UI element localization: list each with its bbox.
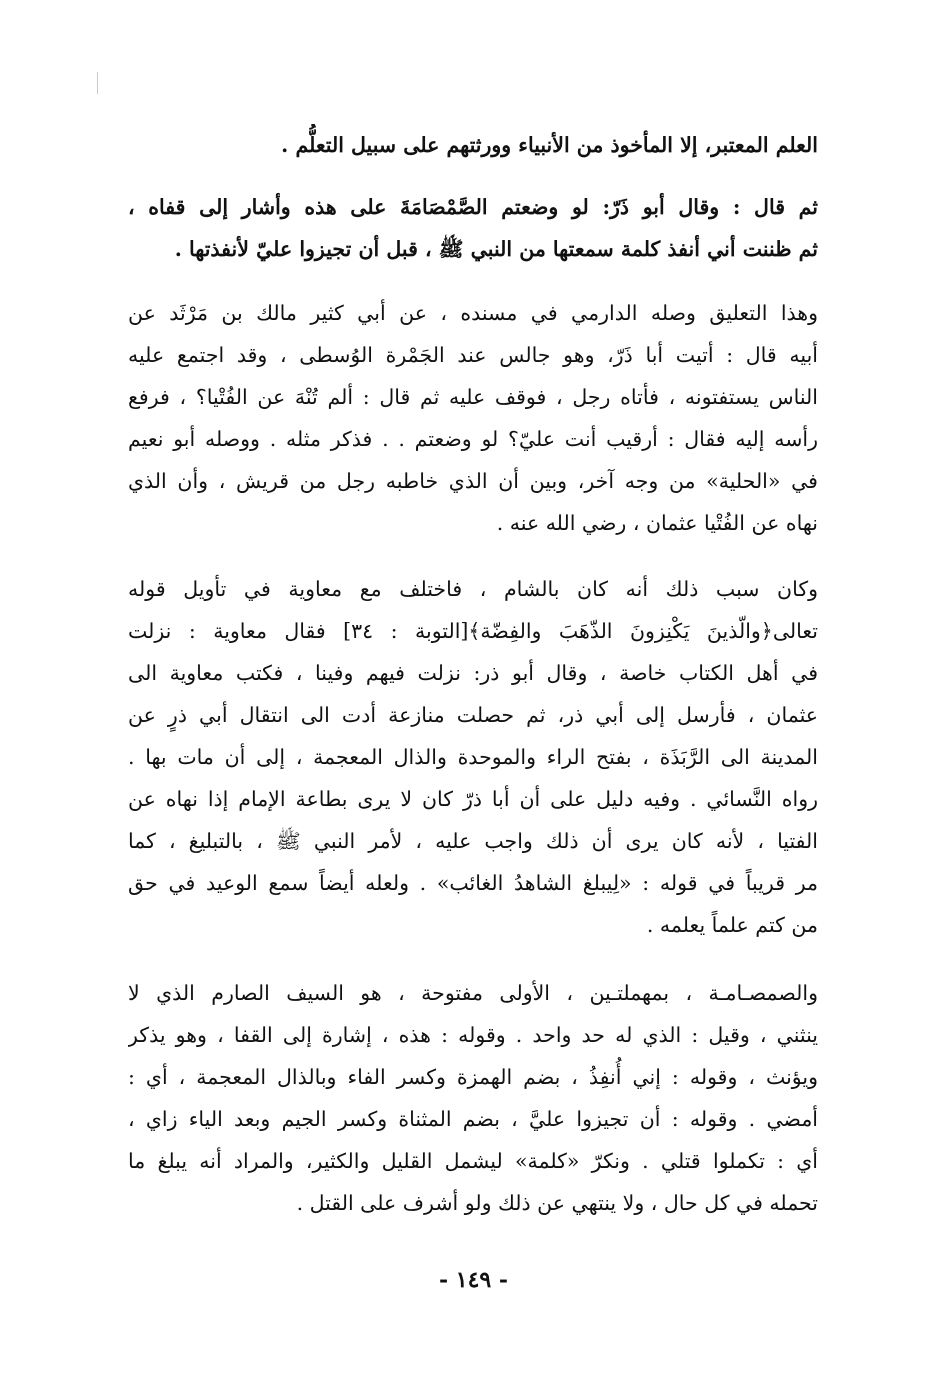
text-line: العلم المعتبر، إلا المأخوذ من الأنبياء وورثتهم على سبيل التعلُّم . [281,133,818,157]
text-line: والصمصـامـة ، بمهملتـين ، الأولى مفتوحة ، هو السيف الصارم الذي لا [128,981,818,1005]
text-line: ينثني ، وقيل : الذي له حد واحد . وقوله : هذه ، إشارة إلى القفا ، وهو يذكر [128,1023,818,1047]
text-line: أبيه قال : أتيت أبا ذَرّ، وهو جالس عند الجَمْرة الوُسطى ، وقد اجتمع عليه [128,343,818,367]
text-line: رأسه إليه فقال : أرقيب أنت عليّ؟ لو وضعتم . . فذكر مثله . ووصله أبو نعيم [128,427,818,451]
text-line: الفتيا ، لأنه كان يرى أن ذلك واجب عليه ، لأمر النبي ﷺ ، بالتبليغ ، كما [128,829,818,853]
paragraph-abu-dharr [128,186,818,270]
text-line: وهذا التعليق وصله الدارمي في مسنده ، عن أبي كثير مالك بن مَرْثَد عن [128,301,818,325]
paragraph-sabab [128,568,818,946]
text-line: أي : تكملوا قتلي . ونكرّ «كلمة» ليشمل القليل والكثير، والمراد أنه يبلغ ما [128,1149,818,1173]
paragraph-intro [128,124,818,166]
text-line: تحمله في كل حال ، ولا ينتهي عن ذلك ولو أشرف على القتل . [296,1191,818,1215]
text-line: ويؤنث ، وقوله : إني أُنفِذُ ، بضم الهمزة وكسر الفاء وبالذال المعجمة ، أي : [128,1065,818,1089]
text-line: من كتم علماً يعلمه . [646,913,818,937]
text-line: في أهل الكتاب خاصة ، وقال أبو ذر: نزلت فيهم وفينا ، فكتب معاوية الى [128,661,818,685]
paragraph-samsama [128,972,818,1224]
text-line: ثم ظننت أني أنفذ كلمة سمعتها من النبي ﷺ ، قبل أن تجيزوا عليّ لأنفذتها . [174,237,818,261]
text-line: ثم قال : وقال أبو ذَرّ: لو وضعتم الصَّمْصَامَةَ على هذه وأشار إلى قفاه ، [128,195,818,219]
text-line: الناس يستفتونه ، فأتاه رجل ، فوقف عليه ثم قال : ألم تُنْهَ عن الفُتْيا؟ ، فرفع [128,385,818,409]
text-line: في «الحلية» من وجه آخر، وبين أن الذي خاطبه رجل من قريش ، وأن الذي [128,469,818,493]
text-line: وكان سبب ذلك أنه كان بالشام ، فاختلف مع معاوية في تأويل قوله [128,577,818,601]
page-number: - ١٤٩ - [438,1267,509,1293]
text-line: أمضي . وقوله : أن تجيزوا عليَّ ، بضم المثناة وكسر الجيم وبعد الياء زاي ، [128,1107,818,1131]
text-line: عثمان ، فأرسل إلى أبي ذر، ثم حصلت منازعة أدت الى انتقال أبي ذرٍ عن [128,703,818,727]
text-line: رواه النَّسائي . وفيه دليل على أن أبا ذرّ كان لا يرى بطاعة الإمام إذا نهاه عن [128,787,818,811]
text-line: نهاه عن الفُتْيا عثمان ، رضي الله عنه . [496,511,818,535]
text-line: مر قريباً في قوله : «لِيبلغ الشاهدُ الغائب» . ولعله أيضاً سمع الوعيد في حق [128,871,818,895]
text-line: تعالى﴿والّذينَ يَكْنِزونَ الذّهَبَ والفِضّة﴾[التوبة : ٣٤] فقال معاوية : نزلت [128,619,818,643]
margin-mark [97,72,98,94]
text-line: المدينة الى الرَّبَذَة ، بفتح الراء والموحدة والذال المعجمة ، إلى أن مات بها . [128,745,818,769]
paragraph-darimi [128,292,818,544]
